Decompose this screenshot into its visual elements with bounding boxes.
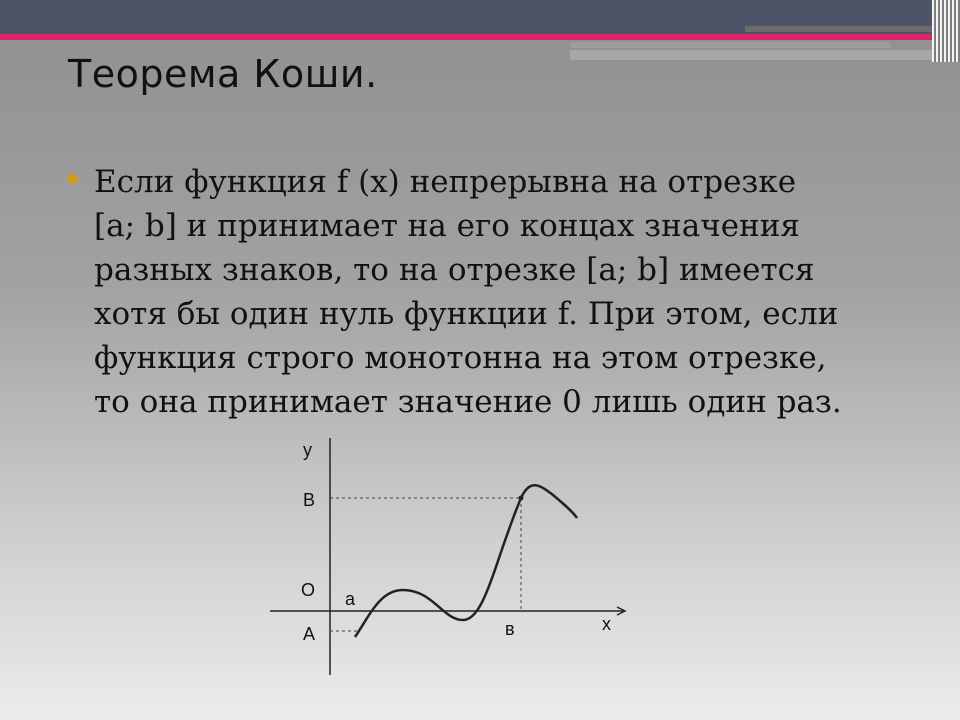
- decor-stripes: [932, 0, 960, 62]
- text-line: [a; b] и принимает на его концах значения: [94, 208, 800, 244]
- text-line: Если функция f (x) непрерывна на отрезке: [94, 164, 797, 200]
- bullet-icon: [66, 172, 79, 185]
- label-b: в: [505, 619, 515, 639]
- y-axis-label: y: [303, 440, 312, 460]
- decor-strip: [745, 26, 960, 32]
- slide-title: Теорема Коши.: [68, 52, 378, 96]
- label-O: O: [301, 580, 316, 600]
- theorem-text: [94, 160, 924, 424]
- text-line: хотя бы один нуль функции f. При этом, если: [94, 296, 839, 332]
- label-a: a: [345, 589, 356, 609]
- decor-strip: [570, 50, 960, 60]
- label-B: B: [303, 490, 316, 510]
- function-curve: [355, 485, 577, 637]
- decor-strip: [570, 42, 890, 48]
- label-A: A: [303, 624, 316, 644]
- text-line: функция строго монотонна на этом отрезке,: [94, 340, 827, 376]
- x-axis-label: x: [602, 614, 611, 634]
- accent-line: [0, 34, 960, 40]
- text-line: разных знаков, то на отрезке [a; b] имеется: [94, 252, 815, 288]
- curve-point: [519, 496, 524, 501]
- function-graph: [255, 430, 635, 680]
- text-line: то она принимает значение 0 лишь один раз.: [94, 384, 842, 420]
